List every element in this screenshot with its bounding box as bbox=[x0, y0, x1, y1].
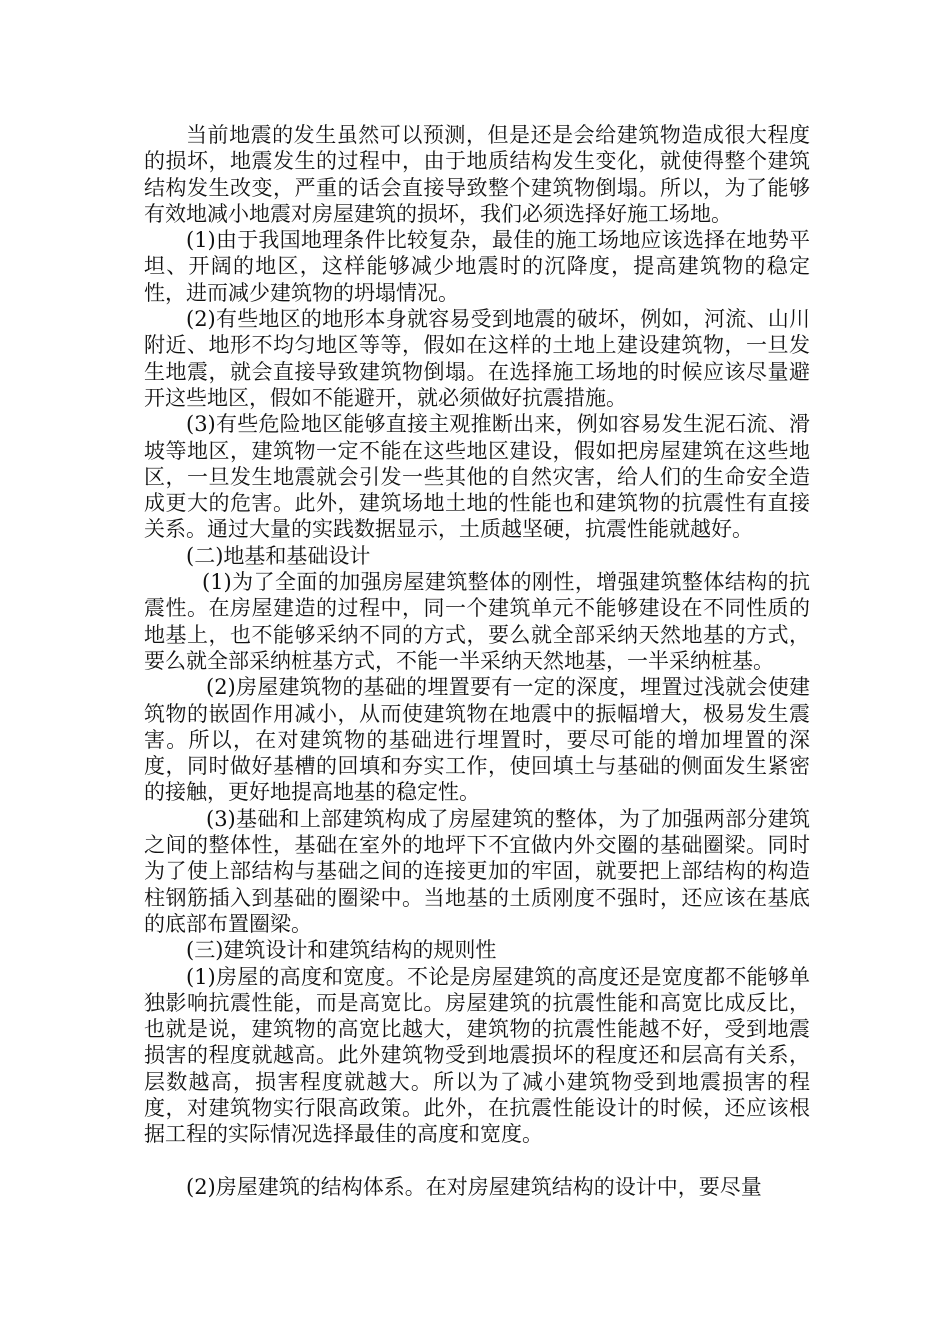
foundation-point-3-paragraph: (3)基础和上部建筑构成了房屋建筑的整体，为了加强两部分建筑之间的整体性，基础在室外的地坪下不宜做内外交圈的基础圈梁。同时为了使上部结构与基础之间的连接更加的牢固，就要把上部结构的构造柱钢筋插入到基础的圈梁中。当地基的土质刚度不强时，还应该在基底的底部布置圈梁。 bbox=[144, 806, 810, 936]
section-heading-design-regularity: (三)建筑设计和建筑结构的规则性 bbox=[186, 938, 497, 963]
design-point-1-paragraph: (1)房屋的高度和宽度。不论是房屋建筑的高度还是宽度都不能够单独影响抗震性能，而是高宽比。房屋建筑的抗震性能和高宽比成反比，也就是说，建筑物的高宽比越大，建筑物的抗震性能越不好，受到地震损害的程度就越高。此外建筑物受到地震损坏的程度还和层高有关系，层数越高，损害程度就越大。所以为了减小建筑物受到地震损害的程度，对建筑物实行限高政策。此外，在抗震性能设计的时候，还应该根据工程的实际情况选择最佳的高度和宽度。 bbox=[144, 964, 810, 1147]
document-body bbox=[144, 122, 810, 1200]
site-point-1-paragraph: (1)由于我国地理条件比较复杂，最佳的施工场地应该选择在地势平坦、开阔的地区，这样能够减少地震时的沉降度，提高建筑物的稳定性，进而减少建筑物的坍塌情况。 bbox=[144, 228, 810, 305]
paragraph-spacer bbox=[144, 1148, 810, 1174]
intro-paragraph: 当前地震的发生虽然可以预测，但是还是会给建筑物造成很大程度的损坏，地震发生的过程中，由于地质结构发生变化，就使得整个建筑结构发生改变，严重的话会直接导致整个建筑物倒塌。所以，为了能够有效地减小地震对房屋建筑的损坏，我们必须选择好施工场地。 bbox=[144, 123, 810, 226]
foundation-point-2-paragraph: (2)房屋建筑物的基础的埋置要有一定的深度，埋置过浅就会使建筑物的嵌固作用减小，从而使建筑物在地震中的振幅增大，极易发生震害。所以，在对建筑物的基础进行埋置时，要尽可能的增加埋置的深度，同时做好基槽的回填和夯实工作，使回填土与基础的侧面发生紧密的接触，更好地提高地基的稳定性。 bbox=[144, 675, 810, 805]
foundation-point-1-paragraph: (1)为了全面的加强房屋建筑整体的刚性，增强建筑整体结构的抗震性。在房屋建造的过程中，同一个建筑单元不能够建设在不同性质的地基上，也不能够采纳不同的方式，要么就全部采纳天然地基的方式，要么就全部采纳桩基方式，不能一半采纳天然地基，一半采纳桩基。 bbox=[144, 570, 810, 673]
section-heading-foundation: (二)地基和基础设计 bbox=[186, 543, 371, 568]
design-point-2-paragraph: (2)房屋建筑的结构体系。在对房屋建筑结构的设计中，要尽量 bbox=[186, 1174, 762, 1199]
site-point-3-paragraph: (3)有些危险地区能够直接主观推断出来，例如容易发生泥石流、滑坡等地区，建筑物一定不能在这些地区建设，假如把房屋建筑在这些地区，一旦发生地震就会引发一些其他的自然灾害，给人们的生命安全造成更大的危害。此外，建筑场地土地的性能也和建筑物的抗震性有直接关系。通过大量的实践数据显示，土质越坚硬，抗震性能就越好。 bbox=[144, 412, 810, 542]
site-point-2-paragraph: (2)有些地区的地形本身就容易受到地震的破坏，例如，河流、山川附近、地形不均匀地区等等，假如在这样的土地上建设建筑物，一旦发生地震，就会直接导致建筑物倒塌。在选择施工场地的时候应该尽量避开这些地区，假如不能避开，就必须做好抗震措施。 bbox=[144, 307, 810, 410]
